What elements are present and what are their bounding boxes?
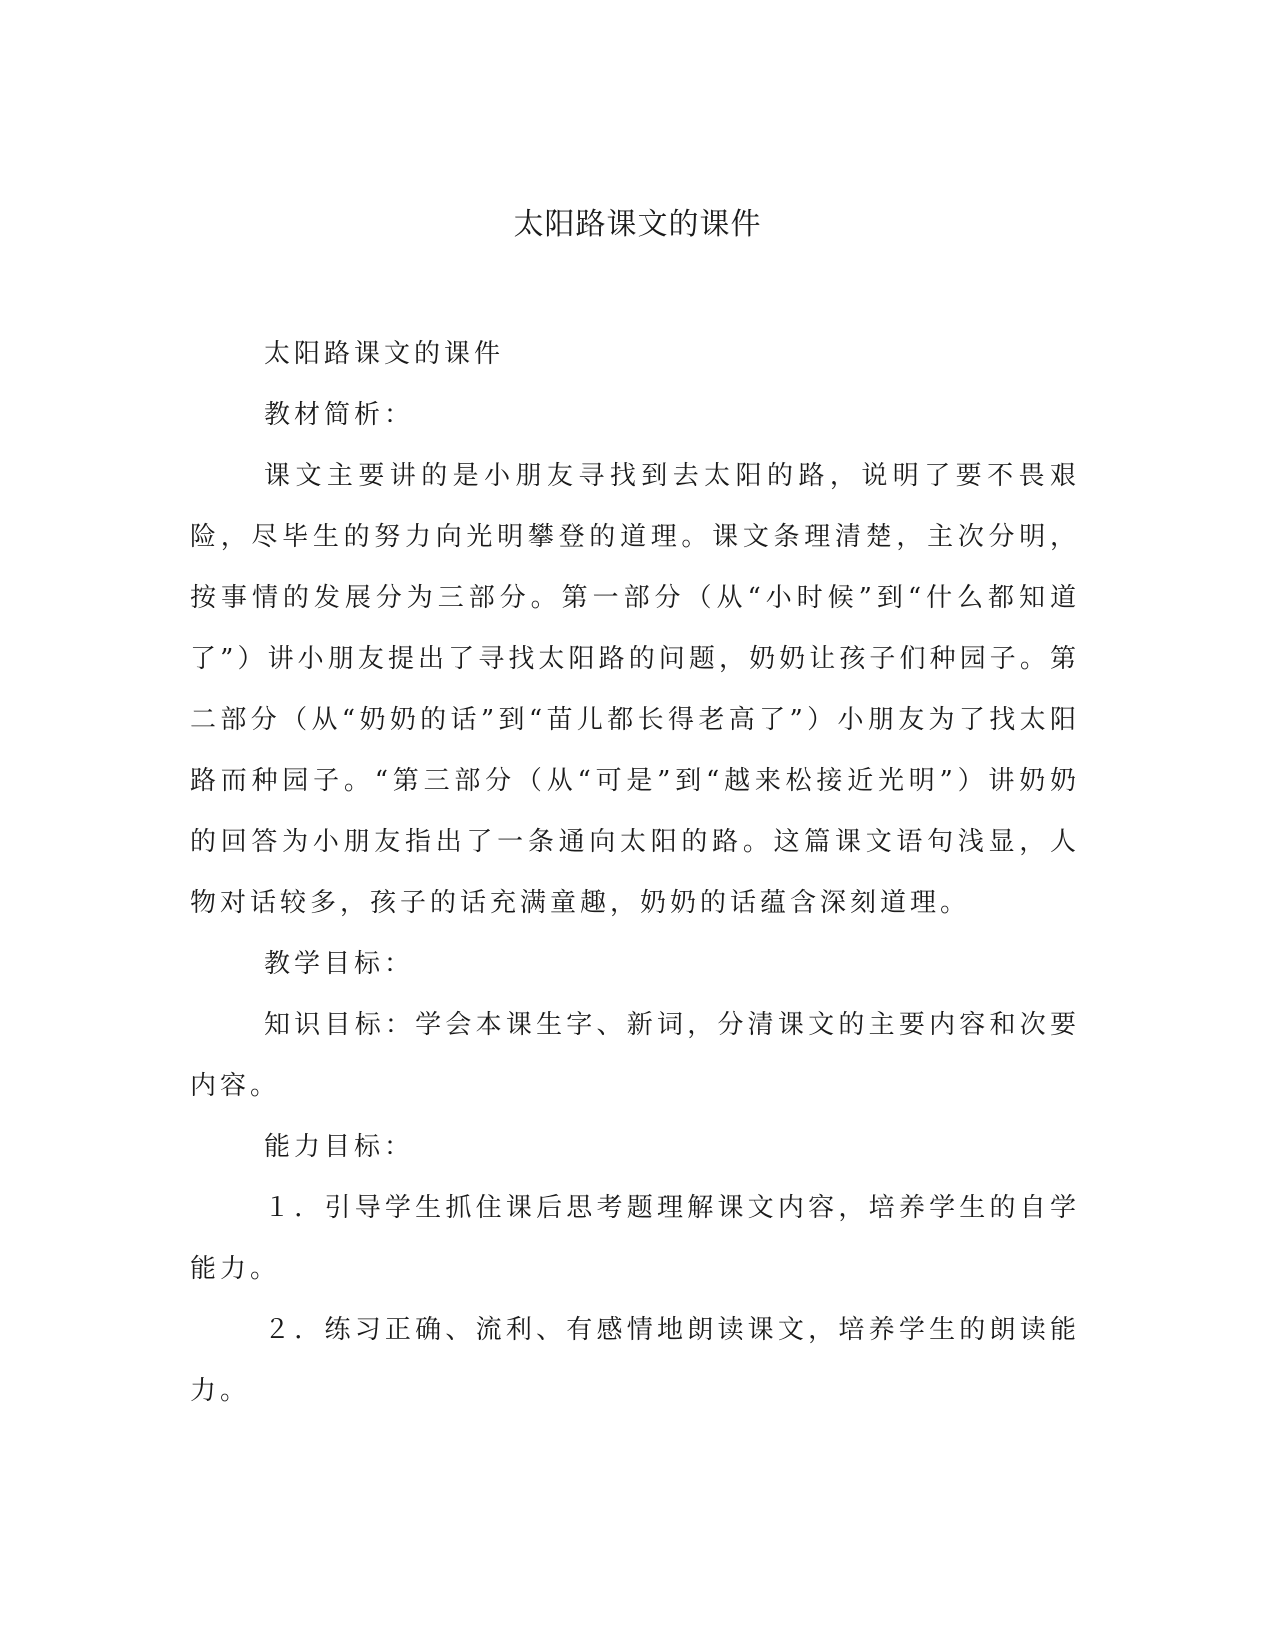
paragraph-heading-objectives: 教学目标： xyxy=(264,949,415,979)
paragraph-ability-item-2: ２．练习正确、流利、有感情地朗读课文，培养学生的朗读能力。 xyxy=(190,1315,1080,1406)
document-body xyxy=(190,324,1080,1422)
paragraph-analysis: 课文主要讲的是小朋友寻找到去太阳的路，说明了要不畏艰险，尽毕生的努力向光明攀登的道理。课文条理清楚，主次分明，按事情的发展分为三部分。第一部分（从“小时候”到“什么都知道了”）讲小朋友提出了寻找太阳路的问题，奶奶让孩子们种园子。第二部分（从“奶奶的话”到“苗儿都长得老高了”）小朋友为了找太阳路而种园子。“第三部分（从“可是”到“越来松接近光明”）讲奶奶的回答为小朋友指出了一条通向太阳的路。这篇课文语句浅显，人物对话较多，孩子的话充满童趣，奶奶的话蕴含深刻道理。 xyxy=(190,461,1080,918)
paragraph-ability-item-1: １．引导学生抓住课后思考题理解课文内容，培养学生的自学能力。 xyxy=(190,1193,1080,1284)
document-title: 太阳路课文的课件 xyxy=(513,207,762,242)
paragraph-heading-ability: 能力目标： xyxy=(264,1132,415,1162)
paragraph-subtitle: 太阳路课文的课件 xyxy=(264,339,505,369)
paragraph-knowledge-objective: 知识目标：学会本课生字、新词，分清课文的主要内容和次要内容。 xyxy=(190,1010,1080,1101)
paragraph-heading-analysis: 教材简析： xyxy=(264,400,415,430)
